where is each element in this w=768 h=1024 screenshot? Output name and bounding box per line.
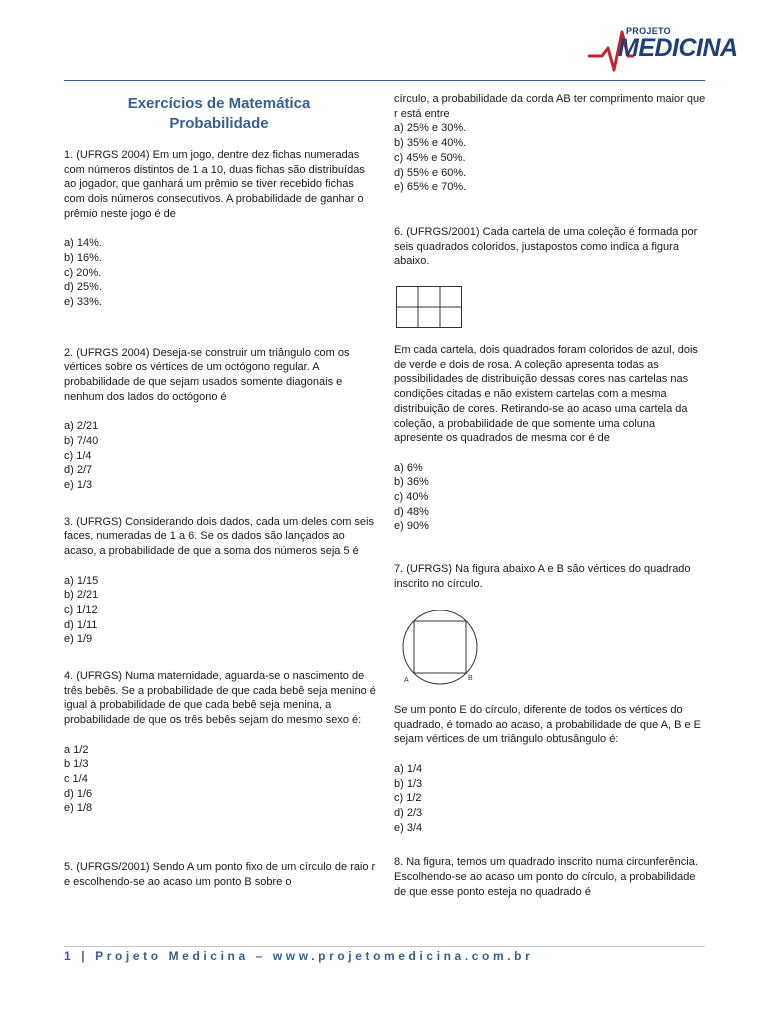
question-2-text: 2. (UFRGS 2004) Deseja-se construir um triângulo com os vértices sobre os vértices de um octógono regular. A probabilidade de que sejam usados somente diagonais e nenhum dos lados do octógono é [64,346,350,403]
question-1-options: a) 14%. b) 16%. c) 20%. d) 25%. e) 33%. [64,237,102,309]
question-5-options: a) 25% e 30%. b) 35% e 40%. c) 45% e 50%. d) 55% e 60%. e) 65% e 70%. [394,122,467,194]
question-7-text-2: Se um ponto E do círculo, diferente de todos os vértices do quadrado, é tomado ao acaso, a probabilidade de que A, B e E sejam vértices de um triângulo obtusângulo é: [394,704,702,746]
title-line-1: Exercícios de Matemática [127,95,311,112]
vertex-label-a: A [404,677,409,684]
logo-medicina-text: MEDICINA [618,34,738,62]
right-column-top [394,92,706,269]
logo-projeto-text: PROJETO [626,26,671,36]
header-divider [64,80,705,81]
question-5-text: 5. (UFRGS/2001) Sendo A um ponto fixo de um círculo de raio r e escolhendo-se ao acaso um ponto B sobre o [64,861,376,888]
page-title [64,94,374,134]
question-4-text: 4. (UFRGS) Numa maternidade, aguarda-se o nascimento de três bebês. Se a probabilidade de que cada bebê seja menino é igual à probabilidade de que cada bebê seja menina, a probabilidade de que os três bebês sejam do mesmo sexo é: [64,670,376,727]
projeto-medicina-logo [588,26,738,78]
question-5-continuation: círculo, a probabilidade da corda AB ter comprimento maior que r está entre [394,93,706,120]
question-4-options: a 1/2 b 1/3 c 1/4 d) 1/6 e) 1/8 [64,743,93,815]
footer-divider [64,946,705,947]
question-6-options: a) 6% b) 36% c) 40% d) 48% e) 90% [394,461,429,533]
question-6-text: 6. (UFRGS/2001) Cada cartela de uma coleção é formada por seis quadrados coloridos, justapostos como indica a figura abaixo. [394,225,698,268]
question-3-text: 3. (UFRGS) Considerando dois dados, cada um deles com seis faces, numeradas de 1 a 6. Se os dados são lançados ao acaso, a probabilidade de que a soma dos números seja 5 é [64,515,374,558]
right-column-middle [394,343,706,592]
question-1-text: 1. (UFRGS 2004) Em um jogo, dentre dez fichas numeradas com números distintos de 1 a 10, duas fichas são distribuídas ao jogador, que ganhará um prêmio se tiver recebido fichas com dois números consecutivos. A probabilidade de ganhar o prêmio neste jogo é de [64,149,365,220]
vertex-label-b: B [468,675,473,682]
question-2-options: a) 2/21 b) 7/40 c) 1/4 d) 2/7 e) 1/3 [64,420,99,492]
question-6-text-2: Em cada cartela, dois quadrados foram coloridos de azul, dois de verde e dois de rosa. A coleção apresenta todas as possibilidades de distribuição dessas cores nas cartelas nas condições citadas e não existem cartelas com a mesma distribuição de cores. Retirando-se ao acaso uma cartela da coleção, a probabilidade de que somente uma coluna apresente os quadrados de mesma cor é de [394,344,698,445]
title-line-2: Probabilidade [169,115,269,132]
question-7-options: a) 1/4 b) 1/3 c) 1/2 d) 2/3 e) 3/4 [394,762,423,834]
footer-text: 1 | Projeto Medicina – www.projetomedicina.com.br [64,949,534,963]
right-column-bottom [394,703,706,899]
question-8-text: 8. Na figura, temos um quadrado inscrito numa circunferência. Escolhendo-se ao acaso um ponto do círculo, a probabilidade de que esse ponto esteja no quadrado é [394,856,698,898]
inscribed-square-circle-figure [398,610,482,686]
question-3-options: a) 1/15 b) 2/21 c) 1/12 d) 1/11 e) 1/9 [64,574,99,646]
cartela-grid-figure [396,286,462,328]
question-7-text: 7. (UFRGS) Na figura abaixo A e B são vértices do quadrado inscrito no círculo. [394,563,691,590]
left-column [64,148,376,889]
